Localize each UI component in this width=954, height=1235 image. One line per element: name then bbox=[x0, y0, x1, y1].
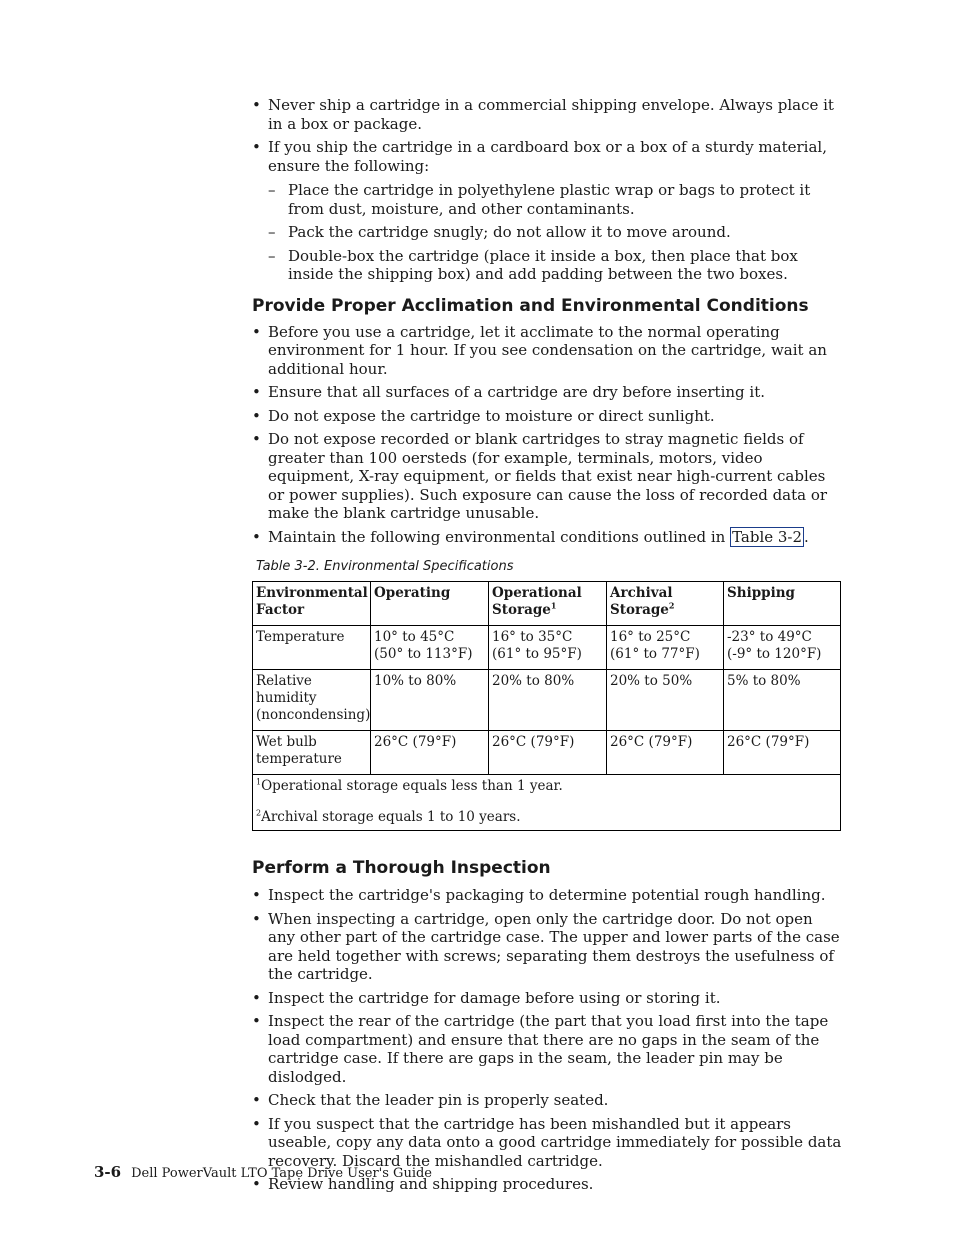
cell-text: Wet bulb temperature bbox=[256, 734, 342, 767]
header-cell bbox=[724, 582, 841, 626]
header-text: Shipping bbox=[727, 585, 795, 601]
list-item bbox=[252, 886, 842, 905]
header-cell bbox=[607, 582, 724, 626]
list-item bbox=[252, 910, 842, 984]
list-item bbox=[252, 383, 842, 402]
table-cell bbox=[371, 731, 489, 775]
table-row bbox=[253, 626, 841, 670]
header-text: Operational Storage bbox=[492, 585, 582, 618]
table-cell bbox=[607, 731, 724, 775]
document-title: Dell PowerVault LTO Tape Drive User's Guide bbox=[131, 1166, 432, 1181]
cell-text: 26°C (79°F) bbox=[727, 734, 810, 750]
table-cell bbox=[607, 670, 724, 731]
footnote-text: Operational storage equals less than 1 year. bbox=[261, 778, 563, 794]
header-cell bbox=[371, 582, 489, 626]
bullet-text: When inspecting a cartridge, open only the cartridge door. Do not open any other part of the cartridge case. The upper and lower parts of the case are held together with screws; separating them destroys the usefulness of the cartridge. bbox=[268, 909, 840, 983]
bullet-text: Inspect the rear of the cartridge (the part that you load first into the tape load compartment) and ensure that there are no gaps in the seam of the cartridge case. If there are gaps in the seam, the leader pin may be dislodged. bbox=[268, 1012, 829, 1086]
header-cell bbox=[489, 582, 607, 626]
cell-text: 16° to 35°C bbox=[492, 629, 573, 645]
table-row bbox=[253, 670, 841, 731]
shipping-sublist bbox=[268, 181, 842, 284]
list-item bbox=[252, 138, 842, 284]
cell-text: 10° to 45°C bbox=[374, 629, 455, 645]
bullet-text: Do not expose recorded or blank cartridges to stray magnetic fields of greater than 100 oersteds (for example, terminals, motors, video equipment, X-ray equipment, or fields that exist near high-current cables or power supplies). Such exposure can cause the loss of recorded data or make the blank cartridge unusable. bbox=[268, 430, 828, 522]
page-content bbox=[252, 96, 842, 1199]
bullet-text: Inspect the cartridge for damage before using or storing it. bbox=[268, 988, 721, 1007]
cell-text: Temperature bbox=[256, 629, 345, 645]
sub-bullet-text: Pack the cartridge snugly; do not allow it to move around. bbox=[288, 223, 731, 241]
bullet-text: Never ship a cartridge in a commercial shipping envelope. Always place it in a box or package. bbox=[268, 96, 834, 133]
table-cell bbox=[489, 670, 607, 731]
footnote-mark: 1 bbox=[256, 777, 262, 787]
sub-list-item bbox=[268, 247, 842, 284]
table-cell bbox=[489, 626, 607, 670]
footnote bbox=[256, 809, 837, 826]
footnote-mark: 1 bbox=[550, 600, 557, 611]
table-cell bbox=[489, 731, 607, 775]
list-item bbox=[252, 430, 842, 523]
environmental-spec-table bbox=[252, 581, 841, 831]
row-factor-cell bbox=[253, 670, 371, 731]
cell-text: 10% to 80% bbox=[374, 673, 457, 689]
table-cell bbox=[724, 731, 841, 775]
cell-text: (-9° to 120°F) bbox=[727, 646, 822, 662]
table-cell bbox=[724, 626, 841, 670]
sub-list-item bbox=[268, 223, 842, 242]
bullet-text: If you suspect that the cartridge has been mishandled but it appears useable, copy any data onto a good cartridge immediately for possible data recovery. Discard the mishandled cartridge. bbox=[268, 1114, 842, 1170]
bullet-text: If you ship the cartridge in a cardboard box or a box of a sturdy material, ensure the following: bbox=[268, 138, 827, 175]
shipping-list bbox=[252, 96, 842, 284]
cell-text: 26°C (79°F) bbox=[610, 734, 693, 750]
cell-text: 20% to 80% bbox=[492, 673, 575, 689]
table-reference-link[interactable]: Table 3-2 bbox=[732, 527, 803, 546]
list-item bbox=[252, 528, 842, 547]
footnote bbox=[256, 778, 837, 795]
table-caption: Table 3-2. Environmental Specifications bbox=[256, 559, 514, 574]
table-cell bbox=[724, 670, 841, 731]
cell-text: (50° to 113°F) bbox=[374, 646, 473, 662]
cell-text: Relative humidity (noncondensing) bbox=[256, 673, 371, 723]
cell-text: (61° to 77°F) bbox=[610, 646, 700, 662]
bullet-text: Inspect the cartridge's packaging to determine potential rough handling. bbox=[268, 886, 826, 904]
bullet-text: Review handling and shipping procedures. bbox=[268, 1175, 594, 1193]
cell-text: -23° to 49°C bbox=[727, 629, 812, 645]
table-cell bbox=[371, 626, 489, 670]
sub-bullet-text: Double-box the cartridge (place it inside a box, then place that box inside the shipping box) and add padding between the two boxes. bbox=[288, 246, 798, 283]
bullet-text: Do not expose the cartridge to moisture or direct sunlight. bbox=[268, 406, 715, 425]
table-cell bbox=[371, 670, 489, 731]
header-text: Environmental Factor bbox=[256, 585, 368, 618]
list-item bbox=[252, 407, 842, 426]
cell-text: 20% to 50% bbox=[610, 673, 693, 689]
list-item bbox=[252, 96, 842, 133]
row-factor-cell bbox=[253, 731, 371, 775]
list-item bbox=[252, 1012, 842, 1086]
page-footer bbox=[94, 1163, 432, 1181]
table-footnotes bbox=[253, 775, 841, 831]
cell-text: (61° to 95°F) bbox=[492, 646, 582, 662]
list-item bbox=[252, 1115, 842, 1171]
bullet-text: Check that the leader pin is properly seated. bbox=[268, 1091, 609, 1109]
inspection-list bbox=[252, 886, 842, 1194]
header-cell bbox=[253, 582, 371, 626]
table-cell bbox=[607, 626, 724, 670]
footnote-mark: 2 bbox=[668, 600, 675, 611]
bullet-text: Maintain the following environmental conditions outlined in bbox=[268, 527, 731, 546]
header-text: Operating bbox=[374, 585, 451, 601]
cell-text: 26°C (79°F) bbox=[492, 734, 575, 750]
header-text: Archival Storage bbox=[610, 585, 673, 618]
cell-text: 26°C (79°F) bbox=[374, 734, 457, 750]
list-item bbox=[252, 1091, 842, 1110]
row-factor-cell bbox=[253, 626, 371, 670]
list-item bbox=[252, 989, 842, 1008]
list-item bbox=[252, 323, 842, 379]
page-number: 3-6 bbox=[94, 1163, 122, 1181]
cell-text: 5% to 80% bbox=[727, 673, 801, 689]
section-heading-inspection: Perform a Thorough Inspection bbox=[252, 858, 551, 878]
table-row bbox=[253, 731, 841, 775]
footnote-text: Archival storage equals 1 to 10 years. bbox=[261, 809, 521, 825]
table-footnote-row bbox=[253, 775, 841, 831]
table-header-row bbox=[253, 582, 841, 626]
section-heading-acclimation: Provide Proper Acclimation and Environmental Conditions bbox=[252, 295, 809, 316]
sub-list-item bbox=[268, 181, 842, 218]
bullet-text: Ensure that all surfaces of a cartridge are dry before inserting it. bbox=[268, 383, 766, 401]
acclimation-list bbox=[252, 323, 842, 547]
cell-text: 16° to 25°C bbox=[610, 629, 691, 645]
bullet-text: Before you use a cartridge, let it acclimate to the normal operating environment for 1 hour. If you see condensation on the cartridge, wait an additional hour. bbox=[268, 322, 827, 378]
sub-bullet-text: Place the cartridge in polyethylene plastic wrap or bags to protect it from dust, moisture, and other contaminants. bbox=[288, 181, 811, 218]
footnote-mark: 2 bbox=[256, 808, 262, 818]
bullet-end: . bbox=[804, 527, 809, 546]
